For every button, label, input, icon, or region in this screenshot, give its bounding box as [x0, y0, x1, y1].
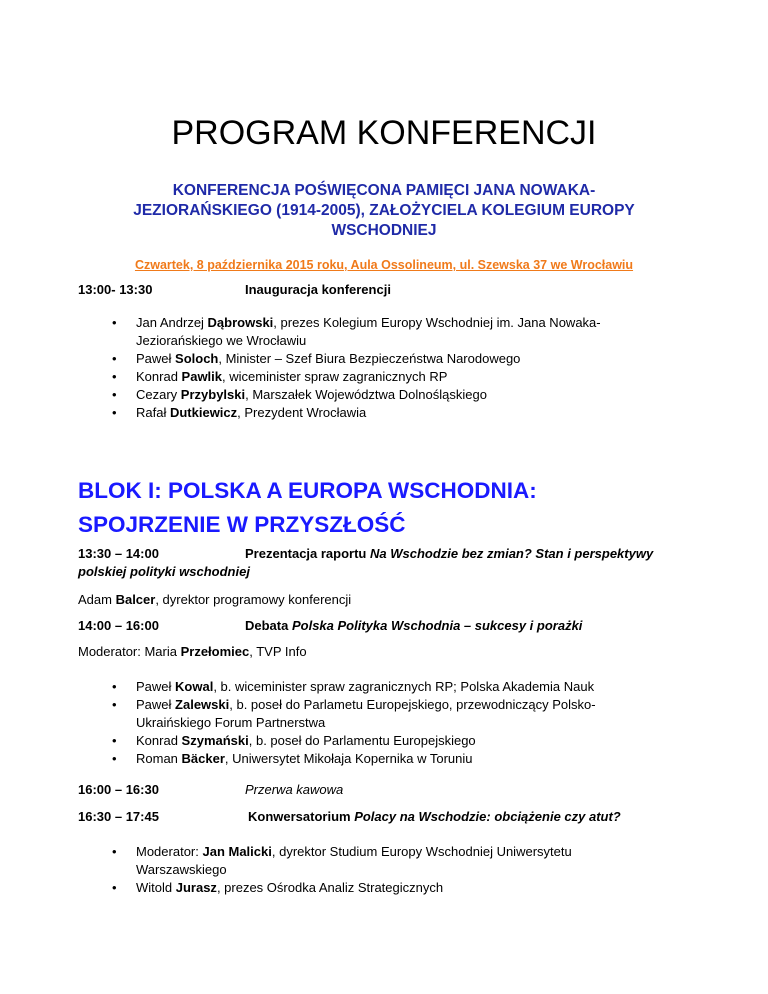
- inauguration-speakers: [112, 314, 601, 422]
- session-label: Przerwa kawowa: [245, 782, 344, 797]
- presenter-line: Adam Balcer, dyrektor programowy konferencji: [78, 592, 352, 607]
- session-time: 14:00 – 16:00: [78, 618, 159, 633]
- session-conversatorium: [78, 808, 621, 826]
- session-debate: [78, 617, 582, 635]
- session-label-continued: polskiej polityki wschodniej: [78, 564, 250, 579]
- list-item: • Rafał Dutkiewicz, Prezydent Wrocławia: [112, 404, 601, 422]
- session-label: Inauguracja konferencji: [245, 282, 391, 297]
- section-heading-blok-1: BLOK I: POLSKA A EUROPA WSCHODNIA: SPOJRZENIE W PRZYSZŁOŚĆ: [78, 478, 537, 537]
- session-label: Konwersatorium Polacy na Wschodzie: obciążenie czy atut?: [248, 809, 621, 824]
- moderator-line: Moderator: Maria Przełomiec, TVP Info: [78, 644, 307, 659]
- list-item: • Paweł Soloch, Minister – Szef Biura Bezpieczeństwa Narodowego: [112, 350, 601, 368]
- debate-speakers: [112, 678, 596, 768]
- list-item: • Konrad Szymański, b. poseł do Parlamentu Europejskiego: [112, 732, 596, 750]
- date-venue-line: Czwartek, 8 października 2015 roku, Aula Ossolineum, ul. Szewska 37 we Wrocławiu: [134, 258, 634, 272]
- conversatorium-speakers: [112, 843, 572, 897]
- session-time: 13:30 – 14:00: [78, 546, 159, 561]
- session-time: 13:00- 13:30: [78, 282, 153, 297]
- subtitle-line: JEZIORAŃSKIEGO (1914-2005), ZAŁOŻYCIELA KOLEGIUM EUROPY: [133, 202, 635, 219]
- session-time: 16:30 – 17:45: [78, 809, 159, 824]
- list-item: • Moderator: Jan Malicki, dyrektor Studium Europy Wschodniej Uniwersytetu Warszawskiego: [112, 843, 572, 879]
- conference-subtitle: [90, 181, 678, 241]
- list-item: • Konrad Pawlik, wiceminister spraw zagranicznych RP: [112, 368, 601, 386]
- session-inauguration: [78, 281, 391, 299]
- session-report-presentation: [78, 545, 698, 581]
- list-item: • Roman Bäcker, Uniwersytet Mikołaja Kopernika w Toruniu: [112, 750, 596, 768]
- session-label: Prezentacja raportu Na Wschodzie bez zmian? Stan i perspektywy: [245, 546, 654, 561]
- session-coffee-break: [78, 781, 343, 799]
- session-time: 16:00 – 16:30: [78, 782, 159, 797]
- subtitle-line: WSCHODNIEJ: [331, 222, 437, 239]
- session-label: Debata Polska Polityka Wschodnia – sukcesy i porażki: [245, 618, 583, 633]
- list-item: • Paweł Kowal, b. wiceminister spraw zagranicznych RP; Polska Akademia Nauk: [112, 678, 596, 696]
- list-item: • Paweł Zalewski, b. poseł do Parlametu Europejskiego, przewodniczący Polsko- Ukraińskiego Forum Partnerstwa: [112, 696, 596, 732]
- list-item: • Cezary Przybylski, Marszałek Województwa Dolnośląskiego: [112, 386, 601, 404]
- list-item: • Witold Jurasz, prezes Ośrodka Analiz Strategicznych: [112, 879, 572, 897]
- list-item: • Jan Andrzej Dąbrowski, prezes Kolegium Europy Wschodniej im. Jana Nowaka- Jeziorańskiego we Wrocławiu: [112, 314, 601, 350]
- subtitle-line: KONFERENCJA POŚWIĘCONA PAMIĘCI JANA NOWAKA-: [172, 182, 596, 199]
- page-title: PROGRAM KONFERENCJI: [171, 114, 597, 152]
